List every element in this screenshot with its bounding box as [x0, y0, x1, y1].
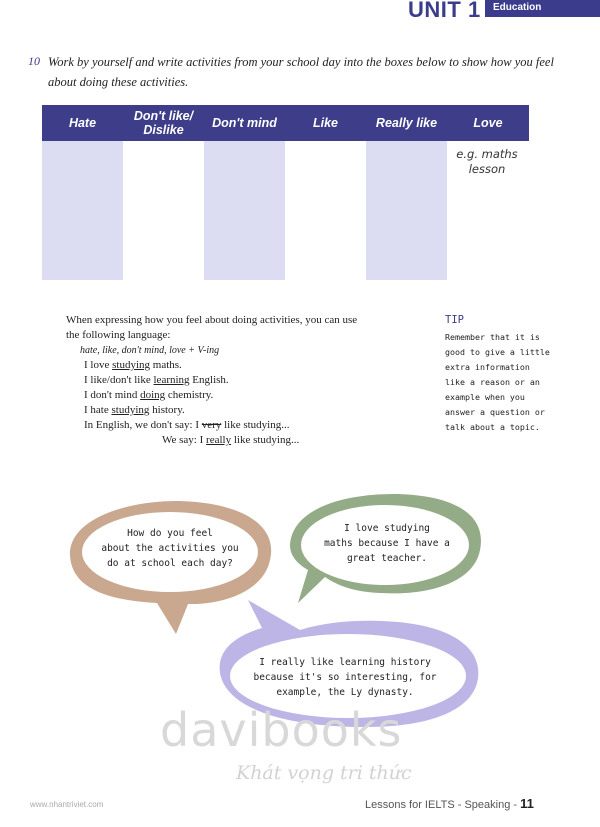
we-say-line: We say: I really like studying... — [162, 434, 300, 446]
unit-title: UNIT 1 — [408, 0, 481, 22]
tip-line: like a reason or an — [445, 377, 540, 387]
tip-line: extra information — [445, 362, 530, 372]
column-header-really-like: Really like — [375, 116, 438, 130]
example-line: I like/don't like learning English. — [84, 374, 229, 386]
cell-hate[interactable] — [42, 141, 123, 280]
example-line: I love studying maths. — [84, 359, 182, 371]
question-bubble-text: How do you feel about the activities you do at school each day? — [101, 528, 239, 569]
tip-line: good to give a little — [445, 347, 550, 357]
love-example-text: e.g. maths lesson — [456, 147, 518, 176]
dont-say-line: In English, we don't say: I very like studying... — [84, 419, 290, 431]
watermark-slogan: Khát vọng tri thức — [236, 762, 412, 784]
cell-dont-mind[interactable] — [204, 141, 285, 280]
tip-line: talk about a topic. — [445, 422, 540, 432]
language-intro: When expressing how you feel about doing activities, you can use the following language: — [66, 314, 358, 341]
cell-really-like[interactable] — [366, 141, 447, 280]
section-tag: Education — [493, 2, 542, 13]
tip-body — [445, 330, 550, 435]
tip-line: example when you — [445, 392, 525, 402]
answer-bubble-text-1: I love studying maths because I have a great teacher. — [324, 523, 450, 564]
exercise-number: 10 — [28, 54, 40, 68]
column-header-like: Like — [312, 116, 338, 130]
column-header-love: Love — [473, 116, 503, 130]
tip-line: Remember that it is — [445, 332, 540, 342]
footer-website: www.nhantriviet.com — [30, 800, 104, 809]
feelings-table — [42, 105, 529, 280]
answer-bubble-text-2: I really like learning history because it's so interesting, for example, the Ly dynasty. — [253, 657, 437, 698]
tip-title: TIP — [445, 314, 464, 326]
column-header-hate: Hate — [68, 116, 97, 130]
page-number: 11 — [520, 796, 534, 811]
example-line: I don't mind doing chemistry. — [84, 389, 214, 401]
tip-line: answer a question or — [445, 407, 545, 417]
language-pattern: hate, like, don't mind, love + V-ing — [80, 345, 220, 356]
speech-bubbles-illustration — [0, 480, 600, 740]
watermark-brand: davibooks — [160, 703, 403, 757]
exercise-instruction: Work by yourself and write activities from your school day into the boxes below to show how you feel about doing these activities. — [48, 55, 554, 89]
language-section — [66, 313, 366, 448]
footer-book-title: Lessons for IELTS - Speaking - 11 — [365, 796, 534, 811]
example-line: I hate studying history. — [84, 404, 185, 416]
column-header-dislike: Don't like/ Dislike — [133, 109, 194, 137]
cell-like[interactable] — [285, 141, 366, 280]
cell-dislike[interactable] — [123, 141, 204, 280]
column-header-dont-mind: Don't mind — [212, 116, 277, 130]
